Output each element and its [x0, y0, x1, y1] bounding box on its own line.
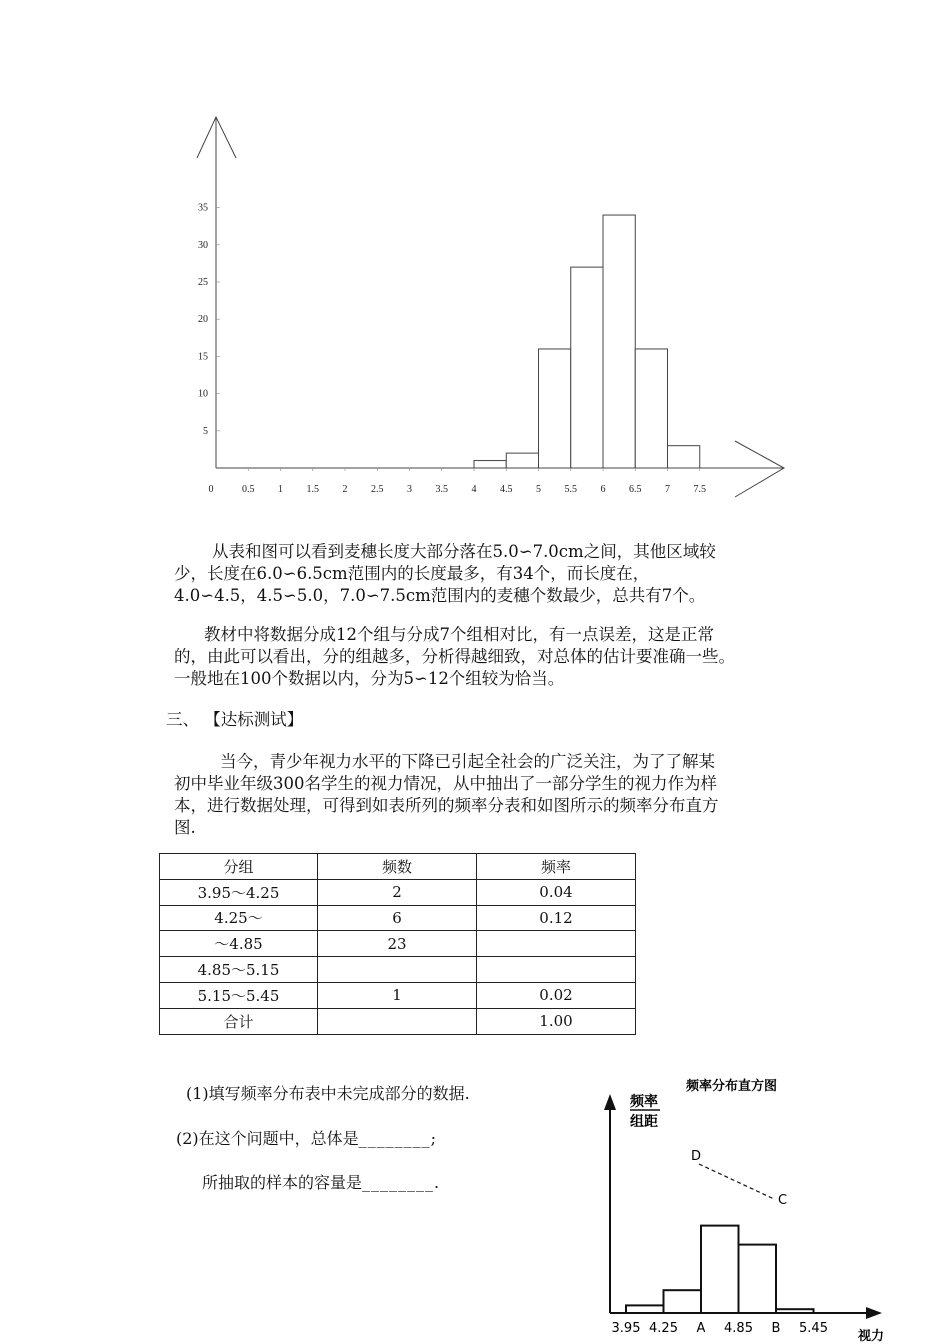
x-axis-arrowhead — [866, 1307, 882, 1319]
histogram-bar — [571, 267, 603, 468]
paragraph-problem: 当今，青少年视力水平的下降已引起全社会的广泛关注，为了了解某 初中毕业年级300名学生的视力情况，从中抽出了一部分学生的视力作为样 本，进行数据处理，可得到如表所列的频率分表和如图所示的频率分布直方 图. — [174, 752, 719, 837]
y-tick-label: 10 — [198, 388, 208, 400]
histogram2-bar — [664, 1290, 702, 1313]
table-cell: 0.12 — [477, 905, 636, 931]
y-label-bottom: 组距 — [630, 1114, 658, 1130]
question-1: (1)填写频率分布表中未完成部分的数据. — [186, 1084, 470, 1103]
x-tick-label: A — [696, 1321, 706, 1336]
paragraph-grouping: 教材中将数据分成12个组与分成7个组相对比，有一点误差，这是正常 的，由此可以看出，分的组越多，分析得越细致，对总体的估计要准确一些。 一般地在100个数据以内，分为5∽12个组较为恰当。 — [174, 625, 735, 688]
table-row — [160, 957, 636, 983]
x-tick-label: 6 — [600, 484, 606, 495]
table-cell: 4.25～ — [160, 905, 318, 931]
dashed-line-d-to-c — [699, 1164, 774, 1199]
x-tick-label: 7.5 — [693, 484, 706, 495]
table-row — [160, 1008, 636, 1034]
x-tick-label: 1.5 — [306, 484, 319, 495]
x-axis-label: 视力 — [858, 1329, 885, 1344]
y-tick-label: 35 — [198, 202, 208, 214]
histogram-bar — [635, 349, 667, 468]
table-header-cell: 频数 — [318, 854, 477, 880]
table-cell: 0.02 — [477, 982, 636, 1008]
x-tick-label: 2.5 — [371, 484, 384, 495]
table-cell[interactable] — [477, 957, 636, 983]
paragraph-analysis: 从表和图可以看到麦穗长度大部分落在5.0∽7.0cm之间，其他区域较 少，长度在6.0∽6.5cm范围内的长度最多，有34个，而长度在， 4.0∽4.5，4.5∽5.0，7.0∽7.5cm范围内的麦穗个数最少，总共有7个。 — [174, 542, 716, 605]
x-tick-label: 5.5 — [564, 484, 577, 495]
x-tick-label: 1 — [278, 484, 283, 495]
histogram-bar — [474, 461, 506, 468]
table-cell: 合计 — [160, 1008, 318, 1034]
table-cell: 2 — [318, 879, 477, 905]
x-tick-label: 5 — [536, 484, 541, 495]
table-cell: 0.04 — [477, 879, 636, 905]
histogram-bar — [506, 453, 538, 468]
x-tick-label: 5.45 — [799, 1321, 828, 1336]
answer-blank-population[interactable]: ________ — [358, 1129, 431, 1148]
x-tick-label: 7 — [665, 484, 670, 495]
table-cell: 1.00 — [477, 1008, 636, 1034]
table-header-cell: 分组 — [160, 854, 318, 880]
histogram2-bar — [626, 1305, 664, 1313]
table-header-cell: 频率 — [477, 854, 636, 880]
question-2: (2)在这个问题中，总体是________; — [176, 1129, 437, 1148]
table-row — [160, 931, 636, 957]
y-axis-arrowhead — [604, 1094, 616, 1110]
wheat-length-histogram — [0, 0, 950, 520]
table-cell: ～4.85 — [160, 931, 318, 957]
vision-frequency-histogram — [560, 1060, 950, 1344]
x-tick-label: B — [771, 1321, 781, 1336]
y-tick-label: 25 — [198, 277, 208, 288]
section-title: 三、 【达标测试】 — [166, 710, 304, 729]
x-tick-label: 4 — [471, 484, 477, 495]
point-label-c: C — [778, 1193, 788, 1208]
histogram-bar — [668, 446, 700, 468]
table-cell[interactable] — [477, 931, 636, 957]
question-3: 所抽取的样本的容量是________. — [202, 1173, 440, 1192]
x-tick-label: 3.5 — [435, 484, 448, 495]
histogram-bar — [539, 349, 571, 468]
answer-blank-sample-size[interactable]: ________ — [362, 1173, 435, 1192]
histogram-title: 频率分布直方图 — [686, 1079, 778, 1094]
point-label-d: D — [691, 1149, 702, 1164]
x-tick-labels — [209, 468, 707, 495]
table-header-row — [160, 854, 636, 880]
x-axis-arrowhead — [735, 441, 784, 497]
table-cell: 4.85～5.15 — [160, 957, 318, 983]
table-cell: 5.15～5.45 — [160, 982, 318, 1008]
x-tick-label: 4.5 — [500, 484, 513, 495]
y-tick-labels — [198, 203, 220, 437]
y-tick-label: 15 — [198, 351, 208, 363]
table-row — [160, 982, 636, 1008]
table-cell: 1 — [318, 982, 477, 1008]
y-label-top: 频率 — [630, 1094, 658, 1110]
y-tick-label: 30 — [198, 239, 208, 251]
x-tick-label: 3 — [407, 484, 412, 495]
histogram2-bars — [626, 1226, 814, 1313]
histogram2-x-ticks — [612, 1321, 828, 1336]
histogram-axes — [197, 117, 784, 497]
table-cell: 23 — [318, 931, 477, 957]
x-tick-label: 6.5 — [629, 484, 642, 495]
y-tick-label: 5 — [203, 425, 208, 437]
x-tick-label: 0 — [208, 484, 214, 495]
y-tick-label: 20 — [198, 314, 208, 326]
histogram2-bar — [701, 1226, 739, 1313]
table-cell[interactable] — [318, 957, 477, 983]
x-tick-label: 3.95 — [611, 1321, 641, 1336]
table-row — [160, 905, 636, 931]
x-tick-label: 2 — [342, 484, 348, 495]
x-tick-label: 0.5 — [242, 484, 255, 495]
table-cell[interactable] — [318, 1008, 477, 1034]
x-tick-label: 4.25 — [649, 1321, 678, 1336]
histogram-bars — [474, 215, 700, 468]
histogram-bar — [603, 215, 635, 468]
table-cell: 3.95～4.25 — [160, 879, 318, 905]
frequency-table — [159, 853, 636, 1035]
table-cell: 6 — [318, 905, 477, 931]
table-row — [160, 879, 636, 905]
histogram2-bar — [776, 1309, 814, 1313]
histogram2-bar — [739, 1245, 777, 1313]
x-tick-label: 4.85 — [724, 1321, 753, 1336]
